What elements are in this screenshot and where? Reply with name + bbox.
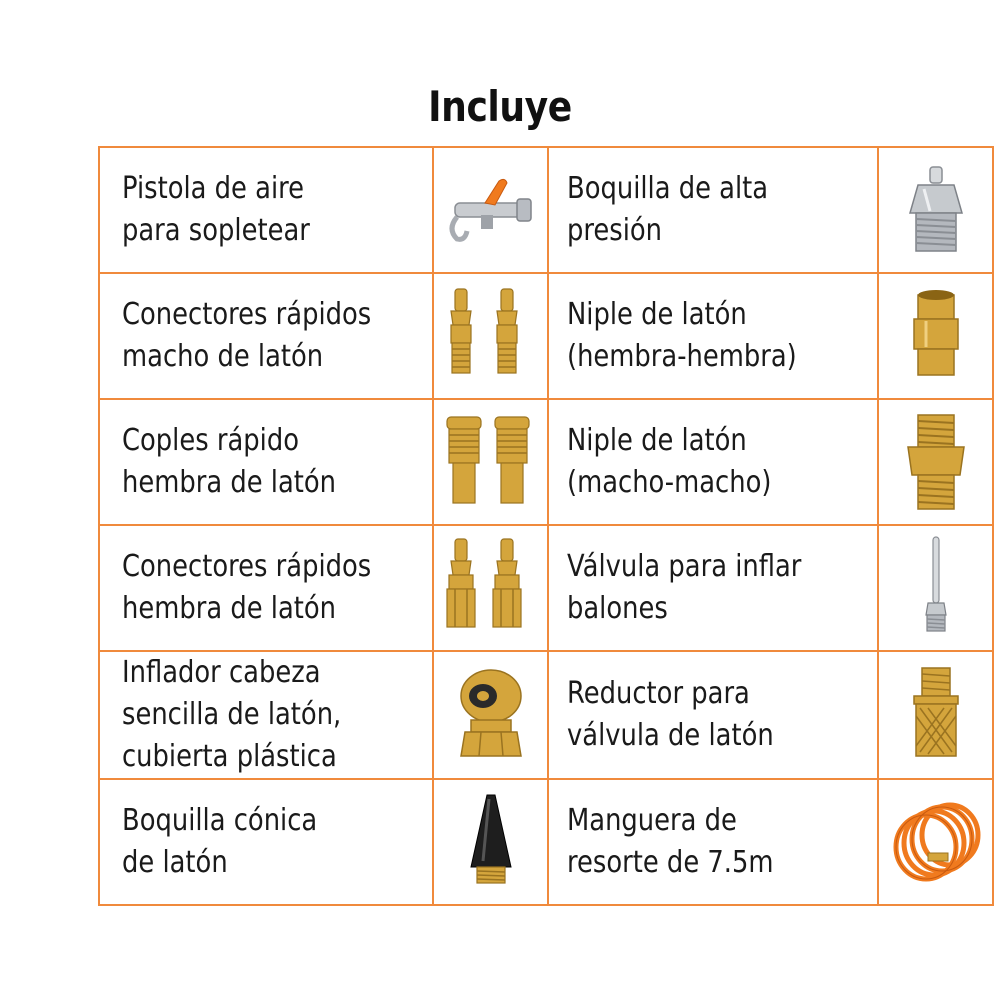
male-male-nipple-icon	[886, 407, 986, 517]
included-items-table	[98, 146, 994, 906]
item-label-cell	[99, 525, 433, 651]
item-label-cell	[548, 651, 878, 779]
item-image-cell	[433, 651, 548, 779]
item-image-cell	[433, 147, 548, 273]
item-label: Coples rápido hembra de latón	[122, 423, 337, 500]
ball-inflation-needle-icon	[886, 533, 986, 643]
item-image-cell	[878, 525, 993, 651]
table-row	[99, 779, 993, 905]
item-label: Boquilla de alta presión	[567, 171, 769, 248]
item-image-cell	[878, 651, 993, 779]
female-quick-connectors-icon	[441, 533, 541, 643]
table-row	[99, 147, 993, 273]
item-image-cell	[878, 273, 993, 399]
conical-nozzle-icon	[441, 787, 541, 897]
item-label: Reductor para válvula de latón	[567, 676, 774, 753]
item-label: Boquilla cónica de latón	[122, 803, 318, 880]
female-female-nipple-icon	[886, 281, 986, 391]
item-label-cell	[548, 147, 878, 273]
item-image-cell	[433, 273, 548, 399]
item-label: Conectores rápidos hembra de latón	[122, 549, 372, 626]
item-label: Inflador cabeza sencilla de latón, cubierta plástica	[122, 655, 342, 774]
table-row	[99, 399, 993, 525]
high-pressure-nozzle-icon	[886, 155, 986, 265]
item-label: Conectores rápidos macho de latón	[122, 297, 372, 374]
tire-chuck-icon	[441, 660, 541, 770]
table-row	[99, 651, 993, 779]
item-label-cell	[99, 651, 433, 779]
item-label: Válvula para inflar balones	[567, 549, 802, 626]
item-label-cell	[99, 147, 433, 273]
item-label: Manguera de resorte de 7.5m	[567, 803, 774, 880]
coil-hose-icon	[886, 787, 986, 897]
item-image-cell	[433, 779, 548, 905]
item-label-cell	[548, 779, 878, 905]
item-label: Pistola de aire para sopletear	[122, 171, 310, 248]
item-label-cell	[548, 273, 878, 399]
male-quick-connectors-icon	[441, 281, 541, 391]
page-title: Incluye	[428, 82, 572, 131]
item-label-cell	[99, 273, 433, 399]
valve-reducer-icon	[886, 660, 986, 770]
item-image-cell	[878, 147, 993, 273]
blow-gun-icon	[441, 155, 541, 265]
item-label: Niple de latón (hembra-hembra)	[567, 297, 797, 374]
female-quick-couplers-icon	[441, 407, 541, 517]
item-label: Niple de latón (macho-macho)	[567, 423, 772, 500]
item-image-cell	[878, 399, 993, 525]
item-label-cell	[99, 779, 433, 905]
item-image-cell	[878, 779, 993, 905]
item-label-cell	[99, 399, 433, 525]
item-label-cell	[548, 525, 878, 651]
item-image-cell	[433, 399, 548, 525]
table-row	[99, 273, 993, 399]
table-row	[99, 525, 993, 651]
item-label-cell	[548, 399, 878, 525]
item-image-cell	[433, 525, 548, 651]
